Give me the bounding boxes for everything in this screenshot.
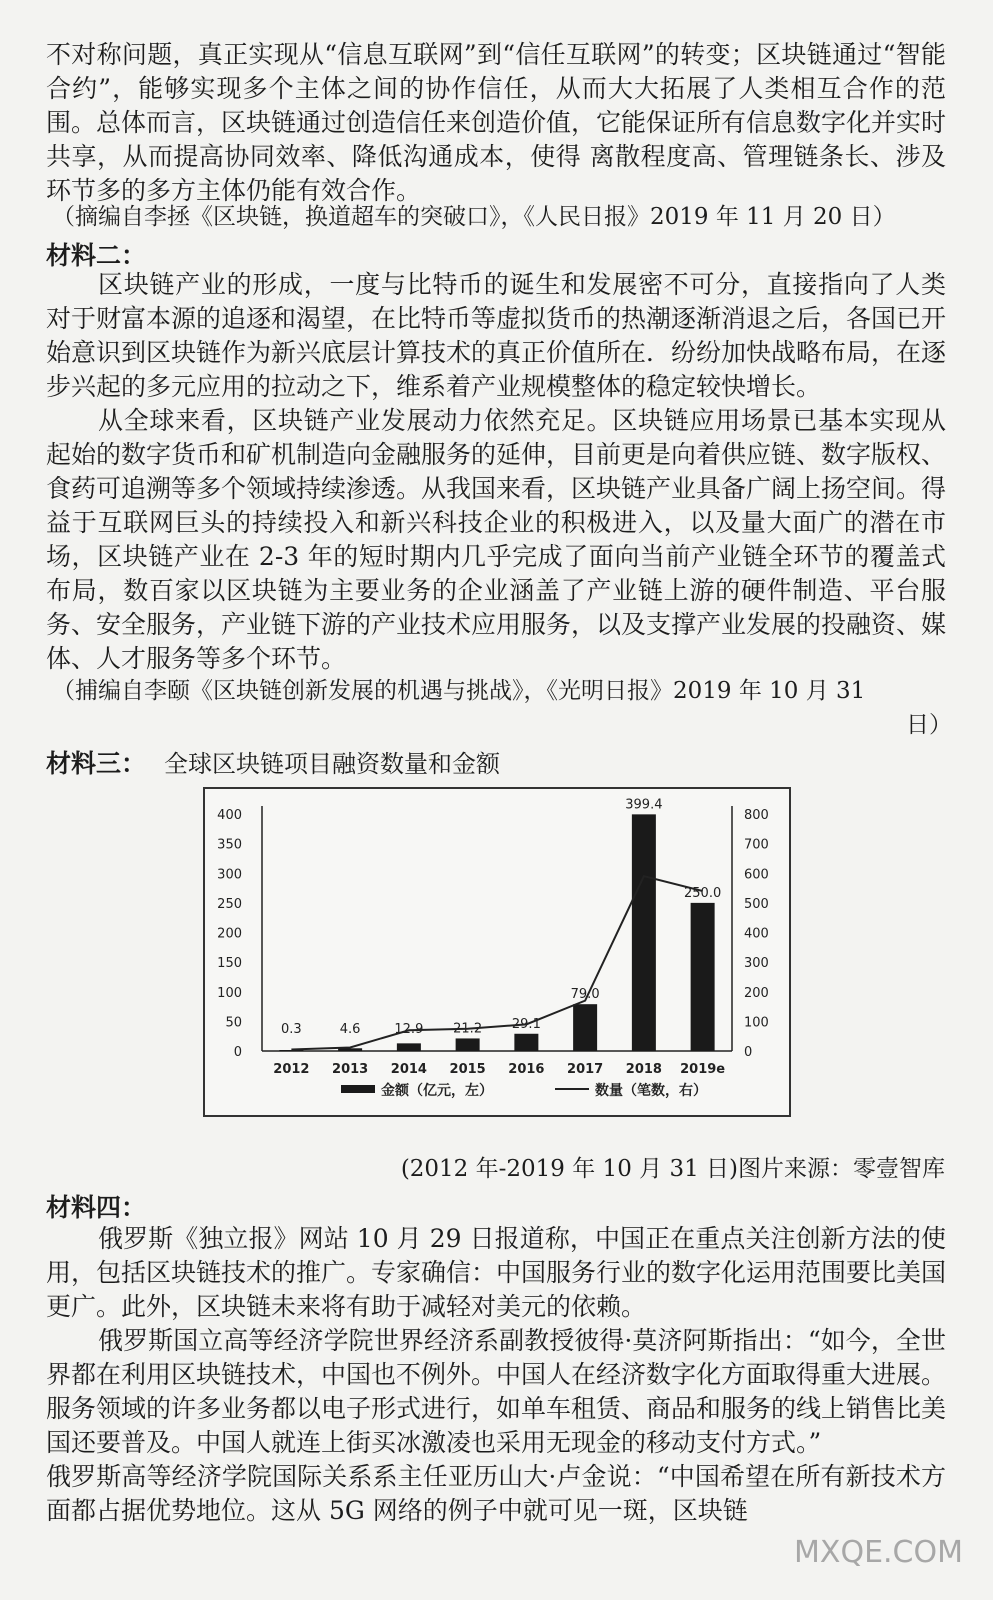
x-tick-label: 2014 <box>390 1062 427 1077</box>
right-tick-label: 500 <box>744 896 769 912</box>
bar-value-label: 250.0 <box>684 885 722 901</box>
x-tick-label: 2013 <box>332 1062 369 1077</box>
material-two-paragraph-2: 从全球来看，区块链产业发展动力依然充足。区块链应用场景已基本实现从起始的数字货币和矿机制造向金融服务的延伸，目前更是向着供应链、数字版权、食药可追溯等多个领域持续渗透。从我国来看，区块链产业具备广阔上扬空间。得益于互联网巨头的持续投入和新兴科技企业的积极进入，以及量大面广的潜在市场，区块链产业在 2-3 年的短时期内几乎完成了面向当前产业链全环节的覆盖式布局，数百家以区块链为主要业务的企业涵盖了产业链上游的硬件制造、平台服务、安全服务，产业链下游的产业技术应用服务，以及支撑产业发展的投融资、媒体、人才服务等多个环节。 <box>46 406 947 673</box>
material-four-paragraph-1: 俄罗斯《独立报》网站 10 月 29 日报道称，中国正在重点关注创新方法的使用，包括区块链技术的推广。专家确信：中国服务行业的数字化运用范围要比美国更广。此外，区块链未来将有助于减轻对美元的依赖。 <box>46 1224 947 1321</box>
material-four-heading: 材料四： <box>46 1193 147 1222</box>
legend-bar-label: 金额（亿元，左） <box>381 1083 493 1099</box>
x-tick-label: 2015 <box>449 1062 486 1077</box>
material-two-citation-line1: （捕编自李颐《区块链创新发展的机遇与挑战》，《光明日报》2019 年 10 月 31 <box>52 678 866 704</box>
bar-2016 <box>514 1034 538 1051</box>
left-tick-label: 100 <box>217 985 242 1001</box>
left-tick-label: 0 <box>233 1045 242 1060</box>
bar-2017 <box>573 1004 597 1051</box>
material-one-citation: （摘编自李拯《区块链，换道超车的突破口》，《人民日报》2019 年 11 月 20 日） <box>52 204 896 230</box>
right-tick-label: 300 <box>744 956 769 972</box>
right-tick-label: 0 <box>744 1045 753 1060</box>
material-two-paragraph-1: 区块链产业的形成，一度与比特币的诞生和发展密不可分，直接指向了人类对于财富本源的追逐和渴望，在比特币等虚拟货币的热潮逐渐消退之后，各国已开始意识到区块链作为新兴底层计算技术的真正价值所在．纷纷加快战略布局，在逐步兴起的多元应用的拉动之下，维系着产业规模整体的稳定较快增长。 <box>46 270 947 401</box>
chart-source: (2012 年-2019 年 10 月 31 日)图片来源：零壹智库 <box>400 1156 945 1182</box>
material-four-paragraph-2: 俄罗斯国立高等经济学院世界经济系副教授彼得·莫济阿斯指出：“如今，全世界都在利用区块链技术，中国也不例外。中国人在经济数字化方面取得重大进展。服务领域的许多业务都以电子形式进行，如单车租赁、商品和服务的线上销售比美国还要普及。中国人就连上街买冰激凌也采用无现金的移动支付方式。” <box>46 1326 947 1457</box>
legend-bar-swatch <box>341 1085 375 1093</box>
left-tick-label: 150 <box>217 956 242 972</box>
right-tick-label: 800 <box>744 808 769 823</box>
financing-chart <box>205 789 789 1115</box>
bar-value-label: 12.9 <box>394 1022 424 1037</box>
bar-value-label: 399.4 <box>625 797 663 813</box>
site-watermark: MXQE.COM <box>794 1535 963 1570</box>
bar-value-label: 21.2 <box>453 1021 483 1037</box>
chart-frame <box>203 787 791 1117</box>
bar-2015 <box>456 1038 480 1051</box>
left-tick-label: 400 <box>217 808 242 823</box>
material-four-paragraph-3: 俄罗斯高等经济学院国际关系系主任亚历山大·卢金说：“中国希望在所有新技术方面都占据优势地位。这从 5G 网络的例子中就可见一斑，区块链 <box>46 1462 946 1525</box>
bar-value-label: 4.6 <box>339 1022 361 1037</box>
right-tick-label: 200 <box>744 985 769 1001</box>
bar-2018 <box>632 814 656 1051</box>
x-tick-label: 2012 <box>273 1062 310 1077</box>
bar-value-label: 29.1 <box>511 1016 541 1032</box>
right-tick-label: 100 <box>744 1015 769 1031</box>
bar-value-label: 79.0 <box>570 987 600 1003</box>
right-tick-label: 400 <box>744 926 769 942</box>
x-tick-label: 2018 <box>625 1062 662 1077</box>
left-tick-label: 50 <box>225 1015 242 1031</box>
left-tick-label: 200 <box>217 926 242 942</box>
material-two-citation-line2: 日） <box>906 712 952 738</box>
material-one-tail: 不对称问题，真正实现从“信息互联网”到“信任互联网”的转变；区块链通过“智能合约”，能够实现多个主体之间的协作信任，从而大大拓展了人类相互合作的范围。总体而言，区块链通过创造信任来创造价值，它能保证所有信息数字化并实时共享，从而提高协同效率、降低沟通成本，使得 离散程度高、管理链条长、涉及环节多的多方主体仍能有效合作。 <box>46 40 947 205</box>
bar-2014 <box>397 1043 421 1051</box>
left-tick-label: 350 <box>217 837 242 853</box>
material-two-heading: 材料二： <box>46 241 147 270</box>
bar-2019e <box>691 903 715 1051</box>
legend-line-label: 数量（笔数，右） <box>595 1083 707 1099</box>
left-tick-label: 250 <box>217 896 242 912</box>
material-three-heading: 材料三： <box>46 749 147 778</box>
left-tick-label: 300 <box>217 867 242 883</box>
chart-title: 全球区块链项目融资数量和金额 <box>164 750 500 778</box>
right-tick-label: 700 <box>744 837 769 853</box>
right-tick-label: 600 <box>744 867 769 883</box>
x-tick-label: 2019e <box>680 1062 726 1077</box>
x-tick-label: 2017 <box>567 1062 604 1077</box>
bar-value-label: 0.3 <box>281 1022 302 1037</box>
x-tick-label: 2016 <box>508 1062 545 1077</box>
